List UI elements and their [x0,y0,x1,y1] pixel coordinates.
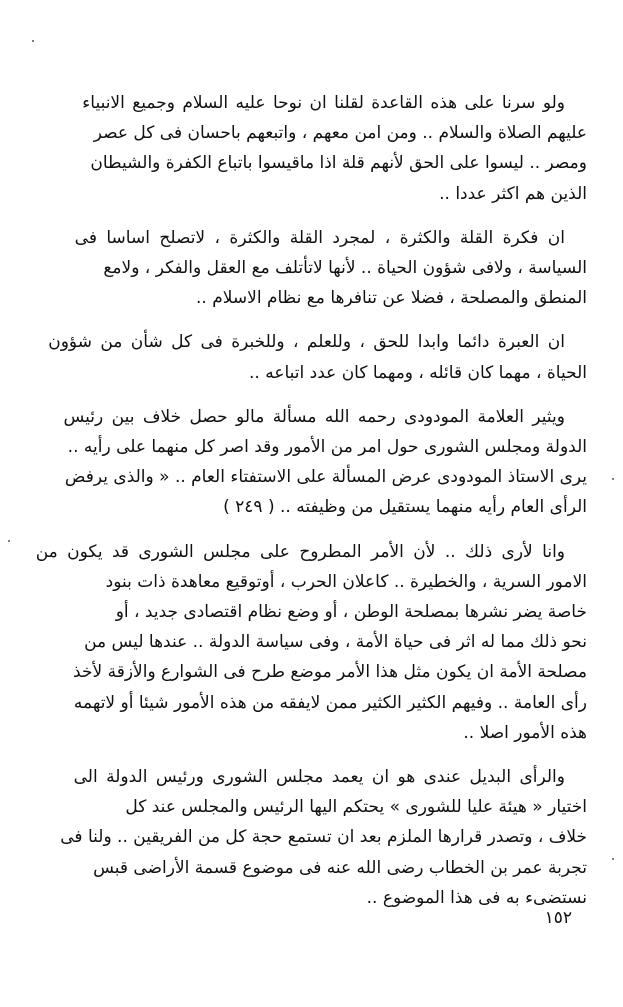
text-line: وانا لأرى ذلك .. لأن الأمر المطروح على مجلس الشورى قد يكون من [35,541,565,562]
text-line: عليهم الصلاة والسلام .. ومن امن معهم ، واتبعهم باحسان فى كل عصر [93,123,587,144]
scan-speck [32,40,34,42]
text-line: رأى العامة .. وفيهم الكثير الكثير ممن لايفقه من هذه الأمور شيئا أو لاتهمه [73,692,587,713]
text-line: خاصة يضر نشرها بمصلحة الوطن ، أو وضع نظام اقتصادى جديد ، أو [115,602,587,623]
text-line: الامور السرية ، والخطيرة .. كاعلان الحرب ، أوتوقيع معاهدة ذات بنود [105,571,587,592]
body-text [36,88,587,927]
paragraph-2 [36,223,587,314]
text-line: ان العبرة دائما وابدا للحق ، وللعلم ، وللخبرة فى كل شأن من شؤون [48,332,565,353]
paragraph-6 [36,762,587,913]
paragraph-3 [36,327,587,387]
text-line: ومصر .. ليسوا على الحق لأنهم قلة اذا ماقيسوا باتباع الكفرة والشيطان [90,153,587,174]
text-line: ولو سرنا على هذه القاعدة لقلنا ان نوحا عليه السلام وجميع الانبياء [82,93,565,113]
text-line: نستضىء به فى هذا الموضوع .. [366,887,587,908]
text-line: ويثير العلامة المودودى رحمه الله مسألة مالو حصل خلاف بين رئيس [63,406,565,427]
text-line: الذين هم اكثر عددا .. [439,183,587,204]
text-line: والرأى البديل عندى هو ان يعمد مجلس الشورى ورئيس الدولة الى [73,767,565,788]
text-line: الحياة ، مهما كان قائله ، ومهما كان عدد اتباعه .. [249,362,587,383]
text-line: نحو ذلك مما له اثر فى حياة الأمة ، وفى سياسة الدولة .. عندها ليس من [84,632,587,653]
text-line: خلاف ، وتصدر قرارها الملزم بعد ان تستمع حجة كل من الفريقين .. ولنا فى [60,827,587,848]
page-number: ١٥٢ [544,908,572,928]
paragraph-4 [36,402,587,523]
text-line: الدولة ومجلس الشورى حول امر من الأمور وقد اصر كل منهما على رأيه .. [67,437,587,458]
paragraph-1 [36,88,587,209]
text-line: مصلحة الأمة ان يكون مثل هذا الأمر موضع طرح فى الشوارع والأزقة لأخذ [73,662,587,683]
text-line: الرأى العام رأيه منهما يستقيل من وظيفته .. ( ٢٤٩ ) [223,497,587,518]
text-line: المنطق والمصلحة ، فضلا عن تنافرها مع نظام الاسلام .. [196,288,587,309]
text-line: يرى الاستاذ المودودى عرض المسألة على الاستفتاء العام .. « والذى يرفض [64,467,587,488]
paragraph-5 [36,537,587,748]
text-line: تجربة عمر بن الخطاب رضى الله عنه فى موضوع قسمة الأراضى قبس [93,857,587,878]
scan-speck [612,858,614,860]
scan-speck [8,540,10,542]
text-line: السياسة ، ولافى شؤون الحياة .. لأنها لاتأتلف مع العقل والفكر ، ولامع [103,258,587,279]
text-line: هذه الأمور اصلا .. [463,722,587,743]
text-line: اختيار « هيئة عليا للشورى » يحتكم اليها الرئيس والمجلس عند كل [125,797,587,818]
scan-speck [612,478,614,480]
text-line: ان فكرة القلة والكثرة ، لمجرد القلة والكثرة ، لاتصلح اساسا فى [74,227,565,248]
